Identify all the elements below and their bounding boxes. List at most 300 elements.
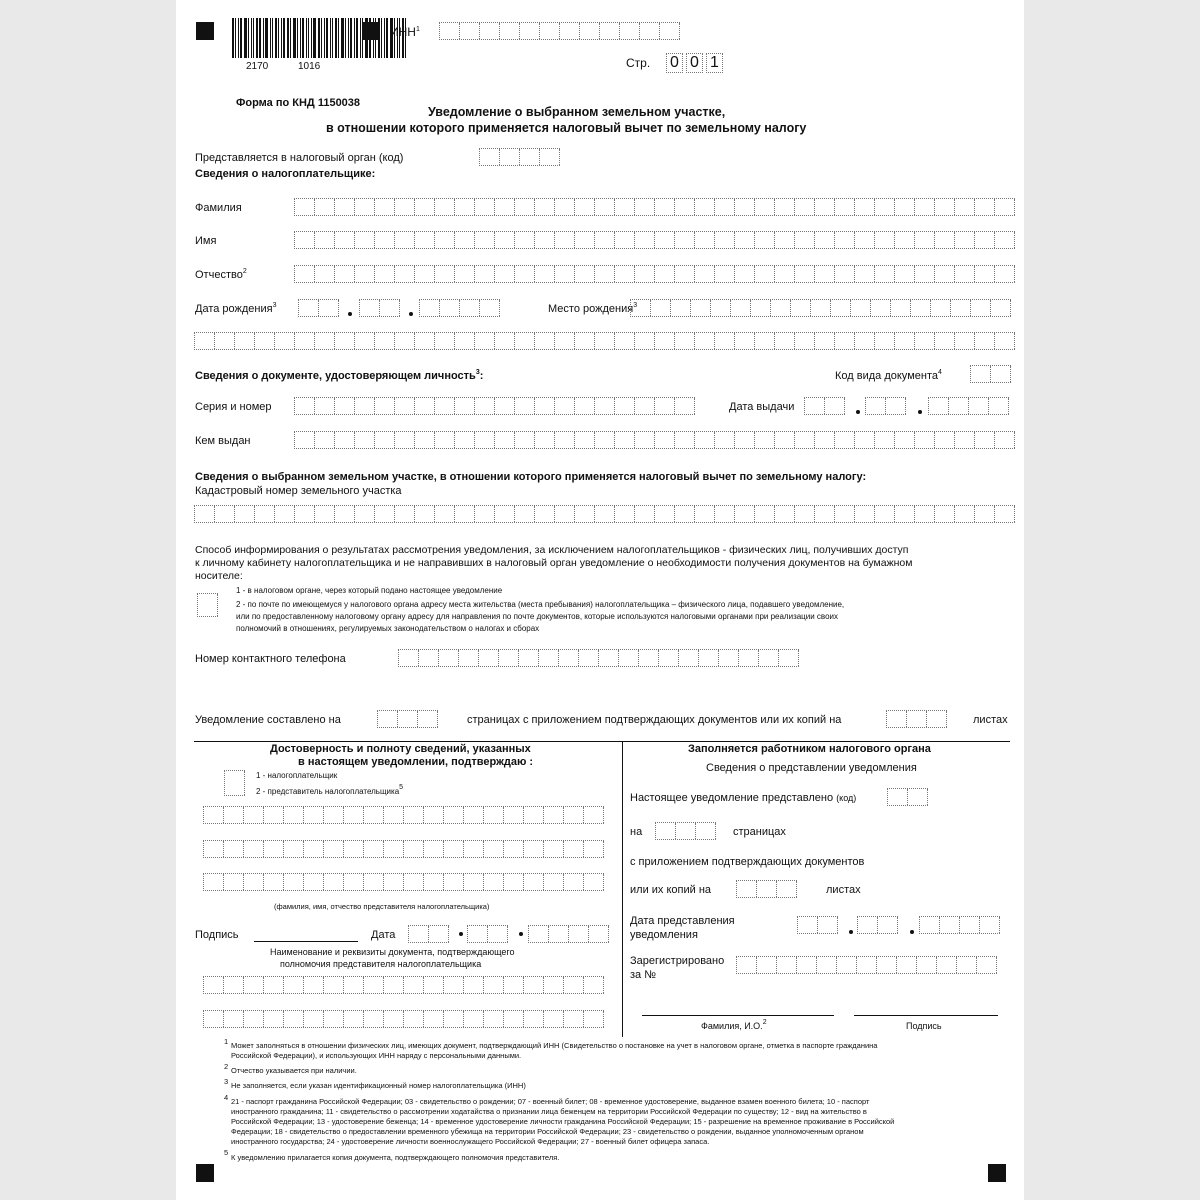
char-cell[interactable] [515,333,535,349]
char-cell[interactable] [244,841,264,857]
char-cell[interactable] [995,333,1015,349]
char-cell[interactable] [691,300,711,316]
char-cell[interactable] [344,841,364,857]
char-cell[interactable] [991,366,1011,382]
char-cell[interactable] [615,506,635,522]
char-cell[interactable] [878,917,898,933]
char-cell[interactable] [831,300,851,316]
char-cell[interactable] [584,874,604,890]
char-cell[interactable] [835,432,855,448]
submit-month-field[interactable] [857,916,898,934]
char-cell[interactable] [395,266,415,282]
char-cell[interactable] [435,398,455,414]
char-cell[interactable] [404,841,424,857]
char-cell[interactable] [455,506,475,522]
char-cell[interactable] [875,266,895,282]
char-cell[interactable] [815,333,835,349]
char-cell[interactable] [495,199,515,215]
char-cell[interactable] [975,506,995,522]
char-cell[interactable] [404,874,424,890]
char-cell[interactable] [324,874,344,890]
char-cell[interactable] [324,977,344,993]
char-cell[interactable] [975,232,995,248]
char-cell[interactable] [460,23,480,39]
char-cell[interactable] [735,506,755,522]
char-cell[interactable] [435,506,455,522]
char-cell[interactable] [435,266,455,282]
char-cell[interactable] [504,1011,524,1027]
char-cell[interactable] [475,199,495,215]
char-cell[interactable] [335,398,355,414]
char-cell[interactable] [671,300,691,316]
char-cell[interactable] [929,398,949,414]
char-cell[interactable] [815,432,835,448]
char-cell[interactable] [811,300,831,316]
char-cell[interactable] [897,957,917,973]
char-cell[interactable] [995,199,1015,215]
char-cell[interactable] [355,333,375,349]
char-cell[interactable] [619,650,639,666]
char-cell[interactable] [224,874,244,890]
representative-fio-line1[interactable] [203,806,604,824]
char-cell[interactable] [495,266,515,282]
char-cell[interactable] [515,266,535,282]
char-cell[interactable] [755,333,775,349]
char-cell[interactable] [409,926,429,942]
char-cell[interactable] [484,1011,504,1027]
char-cell[interactable] [295,432,315,448]
char-cell[interactable] [555,432,575,448]
char-cell[interactable] [440,300,460,316]
char-cell[interactable] [500,23,520,39]
char-cell[interactable] [895,333,915,349]
char-cell[interactable] [515,199,535,215]
series-number-field[interactable] [294,397,695,415]
char-cell[interactable] [564,807,584,823]
char-cell[interactable] [520,23,540,39]
char-cell[interactable] [264,1011,284,1027]
char-cell[interactable] [615,266,635,282]
char-cell[interactable] [464,1011,484,1027]
char-cell[interactable] [468,926,488,942]
char-cell[interactable] [815,266,835,282]
char-cell[interactable] [395,398,415,414]
char-cell[interactable] [480,149,500,165]
char-cell[interactable] [589,926,609,942]
char-cell[interactable] [444,1011,464,1027]
char-cell[interactable] [429,926,449,942]
char-cell[interactable] [564,841,584,857]
char-cell[interactable] [484,874,504,890]
char-cell[interactable] [315,232,335,248]
char-cell[interactable] [675,398,695,414]
char-cell[interactable] [295,266,315,282]
issued-by-field[interactable] [294,431,1015,449]
char-cell[interactable] [415,266,435,282]
char-cell[interactable] [515,506,535,522]
char-cell[interactable] [375,333,395,349]
char-cell[interactable] [584,977,604,993]
char-cell[interactable] [575,506,595,522]
char-cell[interactable] [284,1011,304,1027]
char-cell[interactable] [759,650,779,666]
char-cell[interactable] [204,841,224,857]
char-cell[interactable] [375,266,395,282]
char-cell[interactable] [960,917,980,933]
official-sheets-field[interactable] [736,880,797,898]
char-cell[interactable] [580,23,600,39]
char-cell[interactable] [224,1011,244,1027]
authority-doc-line2[interactable] [203,1010,604,1028]
char-cell[interactable] [949,398,969,414]
char-cell[interactable] [595,432,615,448]
char-cell[interactable] [695,333,715,349]
char-cell[interactable] [435,232,455,248]
char-cell[interactable] [375,506,395,522]
char-cell[interactable] [455,199,475,215]
char-cell[interactable] [424,874,444,890]
char-cell[interactable] [775,232,795,248]
char-cell[interactable] [737,881,757,897]
char-cell[interactable] [420,300,440,316]
char-cell[interactable] [424,841,444,857]
char-cell[interactable] [244,874,264,890]
char-cell[interactable] [524,874,544,890]
char-cell[interactable] [751,300,771,316]
char-cell[interactable] [855,232,875,248]
char-cell[interactable] [264,874,284,890]
char-cell[interactable] [544,841,564,857]
char-cell[interactable] [660,23,680,39]
char-cell[interactable] [815,232,835,248]
char-cell[interactable] [818,917,838,933]
birth-place-field-line1[interactable] [630,299,1011,317]
char-cell[interactable] [995,232,1015,248]
char-cell[interactable] [215,506,235,522]
char-cell[interactable] [835,199,855,215]
char-cell[interactable] [479,650,499,666]
char-cell[interactable] [935,199,955,215]
char-cell[interactable] [198,594,218,616]
char-cell[interactable] [699,650,719,666]
char-cell[interactable] [549,926,569,942]
char-cell[interactable] [355,398,375,414]
char-cell[interactable] [384,841,404,857]
char-cell[interactable] [520,149,540,165]
char-cell[interactable] [464,977,484,993]
char-cell[interactable] [779,650,799,666]
issue-day-field[interactable] [804,397,845,415]
char-cell[interactable] [595,398,615,414]
char-cell[interactable] [529,926,549,942]
char-cell[interactable] [635,432,655,448]
char-cell[interactable] [335,232,355,248]
char-cell[interactable] [315,398,335,414]
char-cell[interactable] [915,199,935,215]
char-cell[interactable] [675,199,695,215]
char-cell[interactable] [915,232,935,248]
char-cell[interactable] [195,506,215,522]
confirm-month-field[interactable] [467,925,508,943]
char-cell[interactable] [515,398,535,414]
char-cell[interactable] [435,432,455,448]
official-fio-line[interactable] [642,1015,834,1016]
char-cell[interactable] [675,232,695,248]
char-cell[interactable] [335,199,355,215]
char-cell[interactable] [415,432,435,448]
char-cell[interactable] [584,841,604,857]
char-cell[interactable] [195,333,215,349]
char-cell[interactable] [620,23,640,39]
char-cell[interactable] [875,232,895,248]
char-cell[interactable] [915,266,935,282]
char-cell[interactable] [564,1011,584,1027]
char-cell[interactable] [315,199,335,215]
char-cell[interactable] [817,957,837,973]
char-cell[interactable] [215,333,235,349]
char-cell[interactable] [815,199,835,215]
char-cell[interactable] [739,650,759,666]
char-cell[interactable] [969,398,989,414]
char-cell[interactable] [737,957,757,973]
birth-year-field[interactable] [419,299,500,317]
char-cell[interactable] [615,199,635,215]
char-cell[interactable] [655,232,675,248]
char-cell[interactable] [344,1011,364,1027]
char-cell[interactable] [495,432,515,448]
char-cell[interactable] [676,823,696,839]
char-cell[interactable] [915,432,935,448]
char-cell[interactable] [224,807,244,823]
signature-line[interactable] [254,941,358,942]
char-cell[interactable] [424,807,444,823]
char-cell[interactable] [515,432,535,448]
char-cell[interactable] [475,398,495,414]
char-cell[interactable] [579,650,599,666]
char-cell[interactable] [825,398,845,414]
char-cell[interactable] [404,977,424,993]
char-cell[interactable] [384,1011,404,1027]
char-cell[interactable] [795,506,815,522]
char-cell[interactable] [204,977,224,993]
char-cell[interactable] [275,506,295,522]
char-cell[interactable] [524,1011,544,1027]
char-cell[interactable] [715,432,735,448]
representative-fio-line2[interactable] [203,840,604,858]
char-cell[interactable] [655,199,675,215]
char-cell[interactable] [540,23,560,39]
char-cell[interactable] [595,199,615,215]
char-cell[interactable] [895,266,915,282]
char-cell[interactable] [920,917,940,933]
char-cell[interactable] [755,266,775,282]
char-cell[interactable] [499,650,519,666]
char-cell[interactable] [384,807,404,823]
char-cell[interactable] [235,506,255,522]
issue-month-field[interactable] [865,397,906,415]
char-cell[interactable] [957,957,977,973]
char-cell[interactable] [344,977,364,993]
char-cell[interactable] [995,432,1015,448]
char-cell[interactable] [937,957,957,973]
char-cell[interactable] [524,977,544,993]
char-cell[interactable] [540,149,560,165]
char-cell[interactable] [324,841,344,857]
char-cell[interactable] [655,506,675,522]
char-cell[interactable] [735,432,755,448]
char-cell[interactable] [295,398,315,414]
official-pages-field[interactable] [655,822,716,840]
doc-code-field[interactable] [970,365,1011,383]
char-cell[interactable] [284,977,304,993]
char-cell[interactable] [535,199,555,215]
char-cell[interactable] [275,333,295,349]
char-cell[interactable] [395,432,415,448]
char-cell[interactable] [539,650,559,666]
char-cell[interactable] [495,333,515,349]
char-cell[interactable] [955,199,975,215]
char-cell[interactable] [535,506,555,522]
char-cell[interactable] [855,333,875,349]
char-cell[interactable] [777,881,797,897]
char-cell[interactable] [886,398,906,414]
char-cell[interactable] [535,398,555,414]
char-cell[interactable] [504,807,524,823]
char-cell[interactable] [777,957,797,973]
char-cell[interactable] [795,232,815,248]
char-cell[interactable] [980,917,1000,933]
char-cell[interactable] [695,232,715,248]
confirm-role-checkbox[interactable] [224,770,245,796]
char-cell[interactable] [711,300,731,316]
char-cell[interactable] [715,506,735,522]
char-cell[interactable] [735,266,755,282]
representative-fio-line3[interactable] [203,873,604,891]
char-cell[interactable] [655,333,675,349]
char-cell[interactable] [871,300,891,316]
char-cell[interactable] [575,266,595,282]
char-cell[interactable] [475,432,495,448]
char-cell[interactable] [955,432,975,448]
char-cell[interactable] [575,398,595,414]
char-cell[interactable] [264,807,284,823]
char-cell[interactable] [364,874,384,890]
birth-day-field[interactable] [298,299,339,317]
char-cell[interactable] [435,333,455,349]
char-cell[interactable] [659,650,679,666]
char-cell[interactable] [935,333,955,349]
char-cell[interactable] [555,333,575,349]
char-cell[interactable] [695,199,715,215]
char-cell[interactable] [364,1011,384,1027]
char-cell[interactable] [504,841,524,857]
char-cell[interactable] [835,266,855,282]
char-cell[interactable] [375,199,395,215]
char-cell[interactable] [775,506,795,522]
surname-field[interactable] [294,198,1015,216]
char-cell[interactable] [464,874,484,890]
char-cell[interactable] [875,432,895,448]
char-cell[interactable] [679,650,699,666]
char-cell[interactable] [480,23,500,39]
char-cell[interactable] [419,650,439,666]
char-cell[interactable] [795,199,815,215]
char-cell[interactable] [284,841,304,857]
char-cell[interactable] [887,711,907,727]
char-cell[interactable] [917,957,937,973]
char-cell[interactable] [639,650,659,666]
char-cell[interactable] [775,266,795,282]
char-cell[interactable] [569,926,589,942]
char-cell[interactable] [244,977,264,993]
char-cell[interactable] [975,432,995,448]
char-cell[interactable] [424,1011,444,1027]
char-cell[interactable] [655,266,675,282]
char-cell[interactable] [204,807,224,823]
char-cell[interactable] [835,333,855,349]
char-cell[interactable] [971,300,991,316]
char-cell[interactable] [931,300,951,316]
char-cell[interactable] [695,506,715,522]
char-cell[interactable] [304,841,324,857]
char-cell[interactable] [504,874,524,890]
char-cell[interactable] [935,266,955,282]
char-cell[interactable] [935,432,955,448]
char-cell[interactable] [295,506,315,522]
char-cell[interactable] [791,300,811,316]
char-cell[interactable] [635,398,655,414]
char-cell[interactable] [835,232,855,248]
char-cell[interactable] [635,333,655,349]
char-cell[interactable] [935,232,955,248]
char-cell[interactable] [555,199,575,215]
char-cell[interactable] [464,807,484,823]
char-cell[interactable] [695,432,715,448]
char-cell[interactable] [600,23,620,39]
char-cell[interactable] [911,300,931,316]
char-cell[interactable] [418,711,438,727]
char-cell[interactable] [335,506,355,522]
char-cell[interactable] [264,841,284,857]
char-cell[interactable] [857,957,877,973]
char-cell[interactable] [355,232,375,248]
char-cell[interactable] [564,874,584,890]
birth-month-field[interactable] [359,299,400,317]
birth-place-field-line2[interactable] [194,332,1015,350]
char-cell[interactable] [757,881,777,897]
char-cell[interactable] [715,199,735,215]
char-cell[interactable] [360,300,380,316]
char-cell[interactable] [695,266,715,282]
char-cell[interactable] [444,874,464,890]
submit-year-field[interactable] [919,916,1000,934]
char-cell[interactable] [955,506,975,522]
char-cell[interactable] [495,506,515,522]
char-cell[interactable] [380,300,400,316]
char-cell[interactable] [398,711,418,727]
char-cell[interactable] [500,149,520,165]
submit-day-field[interactable] [797,916,838,934]
char-cell[interactable] [735,199,755,215]
char-cell[interactable] [395,199,415,215]
char-cell[interactable] [971,366,991,382]
char-cell[interactable] [955,266,975,282]
char-cell[interactable] [415,232,435,248]
char-cell[interactable] [344,807,364,823]
char-cell[interactable] [459,650,479,666]
char-cell[interactable] [435,199,455,215]
char-cell[interactable] [908,789,928,805]
